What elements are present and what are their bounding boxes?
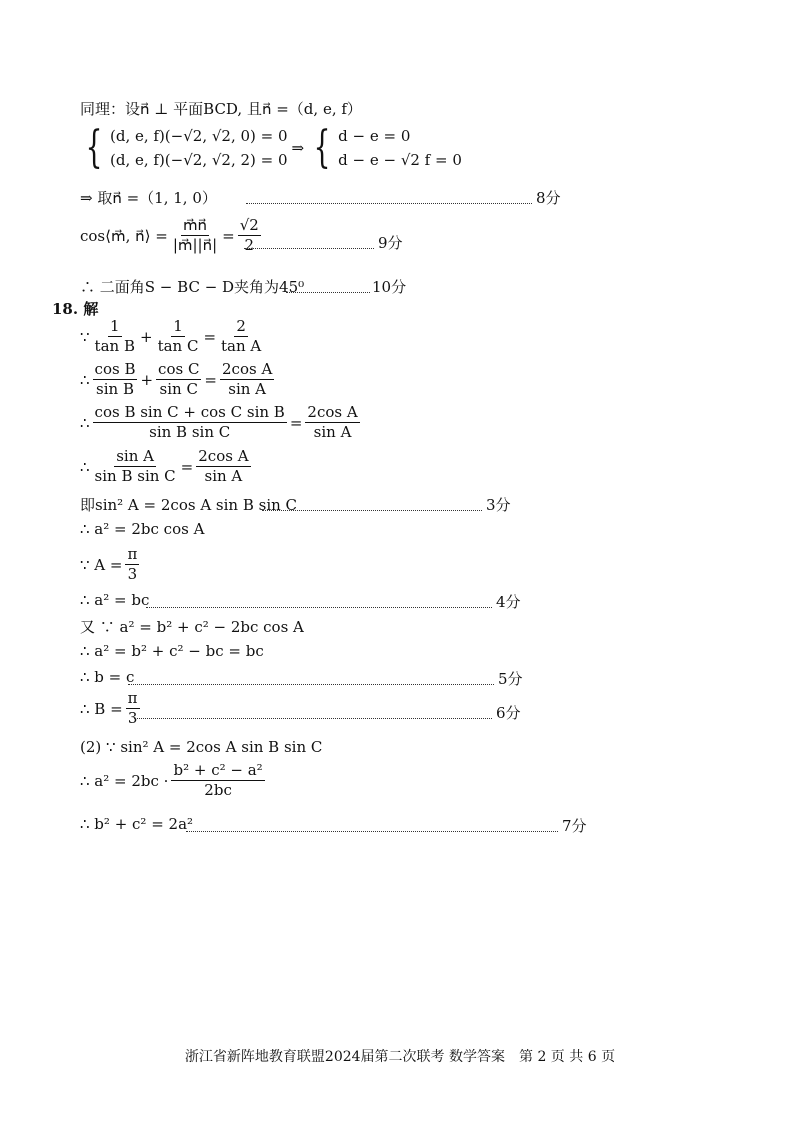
step-13: (2) ∵ sin² A = 2cos A sin B sin C: [80, 738, 323, 756]
implies-symbol: ⇒: [291, 139, 305, 157]
step-12: ∴ B = $\frac{\pi}{3}$: [80, 689, 138, 728]
right-brace: {: [313, 122, 331, 173]
leader-dots: [146, 607, 492, 608]
system-right-eq2: d − e − √2 f = 0: [338, 151, 462, 169]
leader-dots: [244, 248, 374, 249]
left-brace: {: [85, 122, 103, 173]
page-footer: 浙江省新阵地教育联盟2024届第二次联考 数学答案 第 2 页 共 6 页: [184, 1049, 616, 1065]
dihedral-line: ∴ 二面角S − BC − D夹角为45⁰: [80, 278, 305, 296]
system-right: [338, 124, 462, 172]
equals: =: [222, 226, 235, 245]
step-8: ∴ a² = bc: [80, 591, 150, 609]
score-6: 6分: [496, 704, 521, 722]
leader-dots: [134, 718, 492, 719]
score-10: 10分: [372, 278, 407, 296]
score-4: 4分: [496, 593, 521, 611]
result-fraction: $\frac{√2}{2}$: [239, 216, 259, 255]
cos-line: [80, 217, 264, 255]
question-18-heading: 18. 解: [52, 300, 99, 318]
step-15: ∴ b² + c² = 2a²: [80, 815, 194, 833]
score-3: 3分: [486, 496, 511, 514]
equation-system: [80, 124, 462, 172]
cos-fraction: $\frac{m⃗n⃗}{|m⃗||n⃗|}$: [172, 216, 218, 255]
normal-vector-line: 同理：设n⃗ ⊥ 平面BCD, 且n⃗ =（d, e, f）: [80, 100, 362, 118]
leader-dots: [186, 831, 558, 832]
step-4: ∴ $\frac{\text{sin A}}{\text{sin B sin C}}$ = $\frac{\text{2cos A}}{\text{sin A}}$: [80, 447, 249, 486]
step-6: ∴ a² = 2bc cos A: [80, 520, 205, 538]
step-9: 又 ∵ a² = b² + c² − 2bc cos A: [80, 618, 304, 636]
system-left-eq1: (d, e, f)(−√2, √2, 0) = 0: [110, 127, 288, 145]
step-3: ∴ $\frac{\text{cos B sin C + cos C sin B}}{\text{sin B sin C}}$ = $\frac{\text{2cos A}}{\text{sin A}}$: [80, 403, 358, 442]
score-9: 9分: [378, 234, 403, 252]
leader-dots: [246, 203, 532, 204]
step-1: ∵ $\frac{1}{\text{tan B}}$ + $\frac{1}{\text{tan C}}$ = $\frac{2}{\text{tan A}}$: [80, 317, 262, 356]
step-7: ∵ A = $\frac{\pi}{3}$: [80, 545, 138, 584]
leader-dots: [128, 684, 494, 685]
step-14: ∴ a² = 2bc · $\frac{\text{b² + c² − a²}}{2bc}$: [80, 761, 263, 800]
leader-dots: [262, 510, 482, 511]
step-5: 即sin² A = 2cos A sin B sin C: [80, 496, 298, 514]
step-11: ∴ b = c: [80, 668, 135, 686]
score-5: 5分: [498, 670, 523, 688]
score-7: 7分: [562, 817, 587, 835]
cos-lhs: cos⟨m⃗, n⃗⟩ =: [80, 226, 168, 245]
system-right-eq1: d − e = 0: [338, 127, 411, 145]
system-left: [110, 124, 288, 172]
step-2: ∴ $\frac{\text{cos B}}{\text{sin B}}$ + $\frac{\text{cos C}}{\text{sin C}}$ = $\frac{\text{2cos A}}{\text{sin A}}$: [80, 360, 273, 399]
score-8: 8分: [536, 189, 561, 207]
leader-dots: [286, 292, 370, 293]
system-left-eq2: (d, e, f)(−√2, √2, 2) = 0: [110, 151, 288, 169]
step-10: ∴ a² = b² + c² − bc = bc: [80, 642, 264, 660]
take-normal-line: ⇒ 取n⃗ =（1, 1, 0）: [80, 189, 217, 207]
